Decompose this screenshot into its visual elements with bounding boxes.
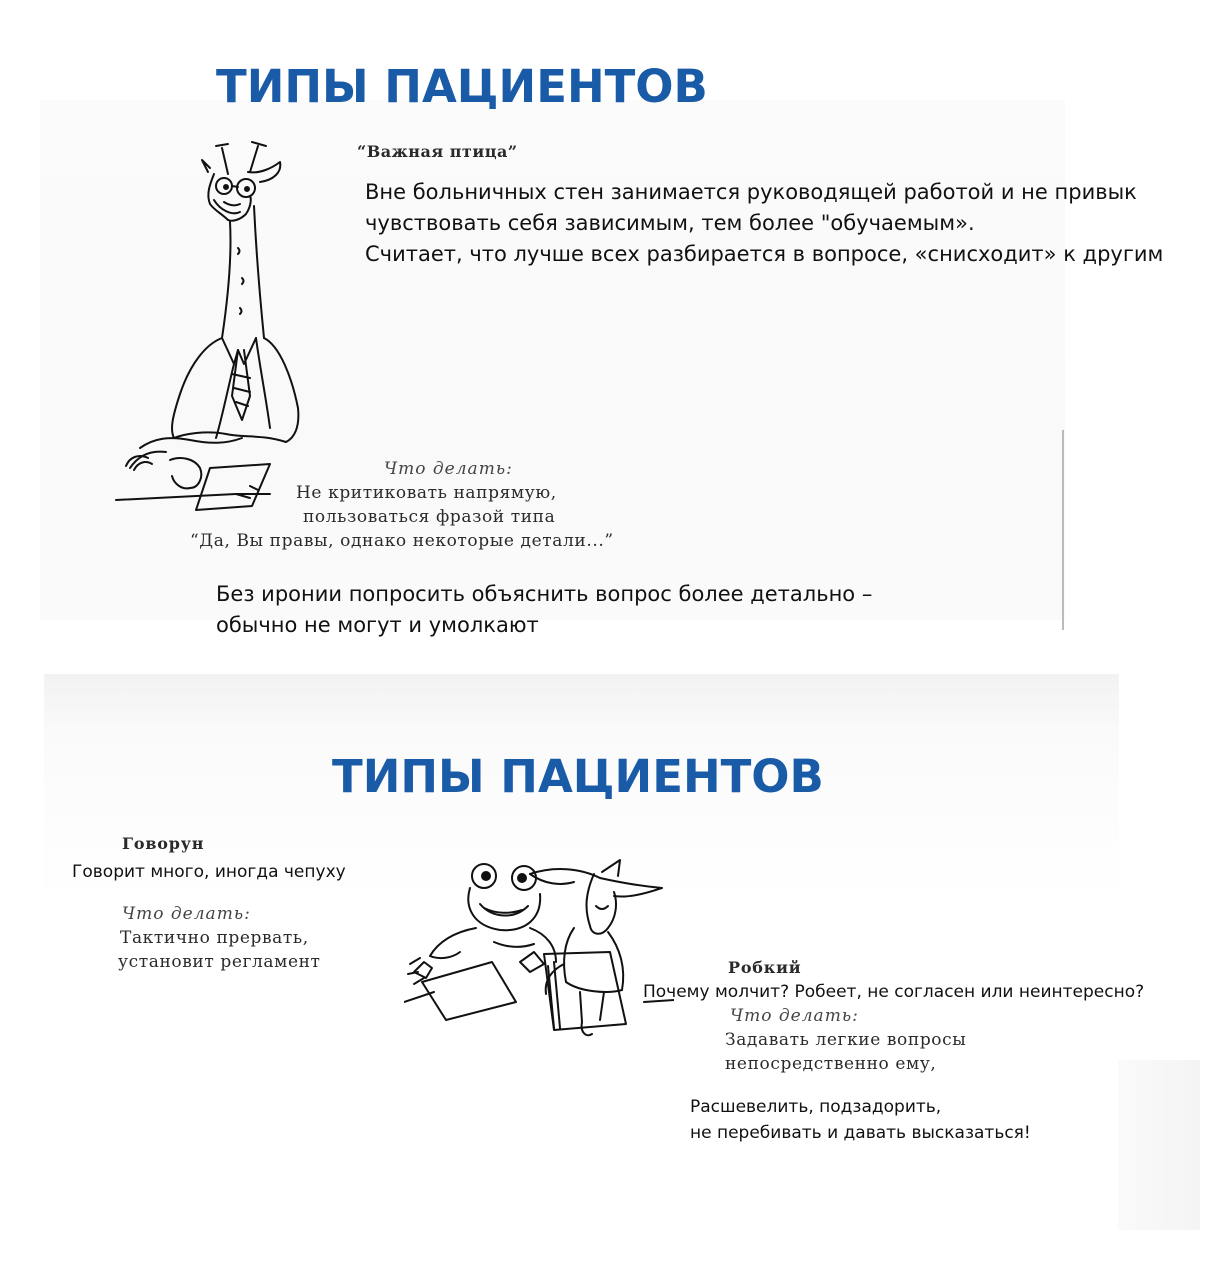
description-line: Считает, что лучше всех разбирается в вопросе, «снисходит» к другим: [365, 242, 1164, 266]
tip-line: не перебивать и давать высказаться!: [690, 1123, 1031, 1143]
tip-line: Расшевелить, подзадорить,: [690, 1097, 942, 1117]
type-name: “Важная птица”: [357, 142, 518, 161]
shy-what-to-do-line: Задавать легкие вопросы: [725, 1030, 967, 1050]
shy-tip: [690, 1094, 1031, 1146]
type-description: [365, 177, 1163, 270]
scan-edge: [1118, 1060, 1200, 1230]
talker-name: Говорун: [122, 834, 205, 853]
giraffe-illustration: [110, 138, 300, 518]
talker-what-to-do-label: Что делать:: [122, 904, 251, 924]
tip-line: Без иронии попросить объяснить вопрос более детально –: [216, 582, 873, 606]
talker-description: Говорит много, иногда чепуху: [72, 862, 346, 882]
shy-what-to-do-line: непосредственно ему,: [725, 1054, 937, 1074]
shy-description: Почему молчит? Робеет, не согласен или неинтересно?: [643, 982, 1145, 1002]
frog-and-goat-illustration: [404, 852, 674, 1082]
scan-edge: [1062, 430, 1064, 630]
what-to-do-label: Что делать:: [384, 459, 513, 479]
slide-talker-and-shy: [0, 660, 1206, 1268]
slide-title: ТИПЫ ПАЦИЕНТОВ: [332, 750, 824, 803]
slide-title: ТИПЫ ПАЦИЕНТОВ: [216, 60, 708, 113]
talker-what-to-do-line: Тактично прервать,: [120, 928, 309, 948]
shy-name: Робкий: [728, 958, 802, 977]
talker-what-to-do-line: установит регламент: [118, 952, 321, 972]
description-line: чувствовать себя зависимым, тем более "обучаемым».: [365, 211, 975, 235]
what-to-do-line: Не критиковать напрямую,: [296, 483, 557, 503]
tip-text: [216, 579, 872, 641]
description-line: Вне больничных стен занимается руководящей работой и не привык: [365, 180, 1137, 204]
shy-what-to-do-label: Что делать:: [730, 1006, 859, 1026]
tip-line: обычно не могут и умолкают: [216, 613, 539, 637]
what-to-do-line: “Да, Вы правы, однако некоторые детали...”: [190, 531, 614, 551]
what-to-do-line: пользоваться фразой типа: [303, 507, 556, 527]
